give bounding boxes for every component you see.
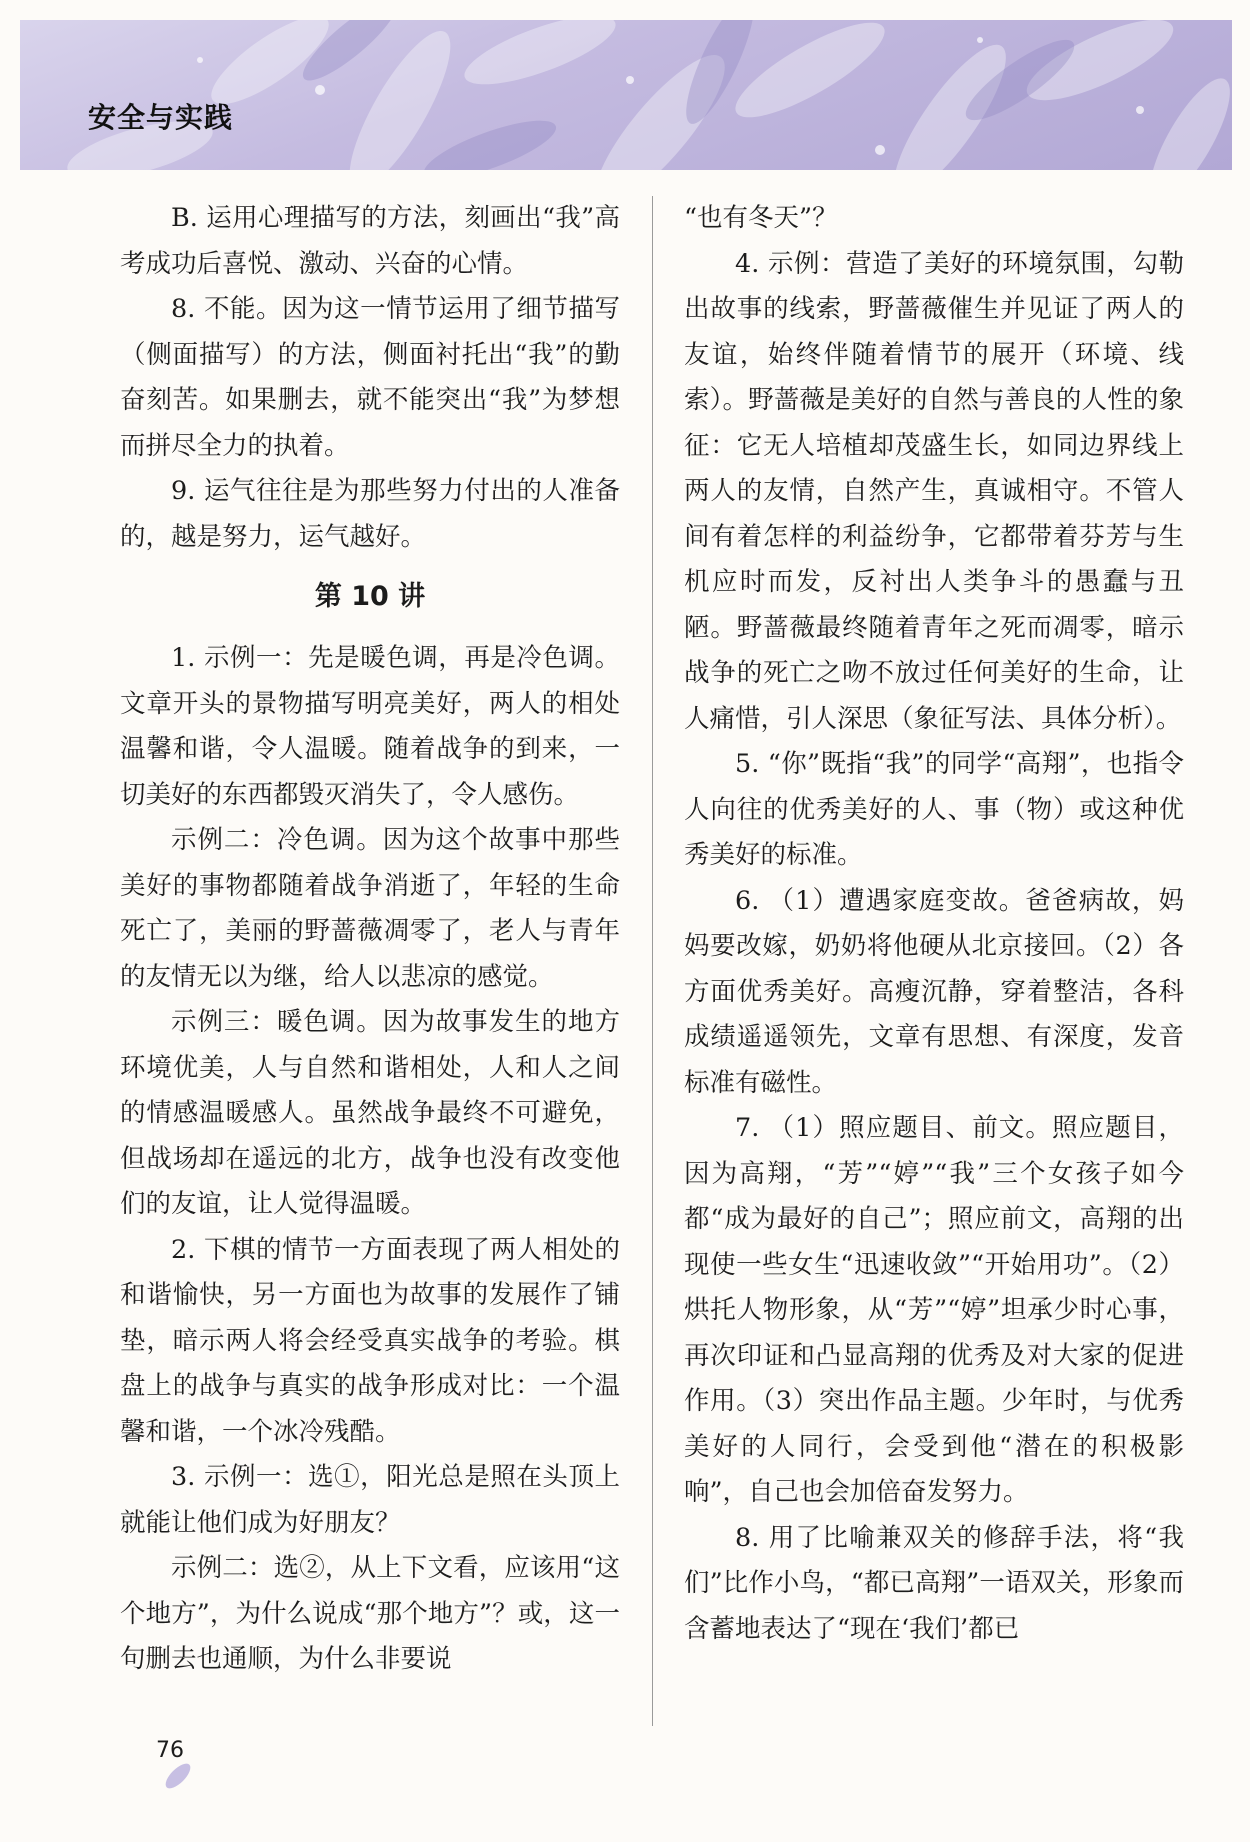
section-header-title: 安全与实践	[88, 101, 234, 134]
corner-leaf-icon	[158, 1756, 198, 1796]
paragraph: 8. 用了比喻兼双关的修辞手法，将“我们”比作小鸟，“都已高翔”一语双关，形象而含蓄地表达了“现在‘我们’都已	[684, 1522, 1184, 1644]
column-divider	[652, 196, 653, 1726]
paragraph: B. 运用心理描写的方法，刻画出“我”高考成功后喜悦、激动、兴奋的心情。	[120, 203, 620, 279]
paragraph: 3. 示例一：选①，阳光总是照在头顶上就能让他们成为好朋友？	[120, 1462, 620, 1538]
header-banner	[20, 20, 1232, 170]
paragraph: 9. 运气往往是为那些努力付出的人准备的，越是努力，运气越好。	[120, 476, 620, 552]
paragraph: 示例二：冷色调。因为这个故事中那些美好的事物都随着战争消逝了，年轻的生命死亡了，美丽的野蔷薇凋零了，老人与青年的友情无以为继，给人以悲凉的感觉。	[120, 825, 620, 992]
paragraph: 示例三：暖色调。因为故事发生的地方环境优美，人与自然和谐相处，人和人之间的情感温暖感人。虽然战争最终不可避免，但战场却在遥远的北方，战争也没有改变他们的友谊，让人觉得温暖。	[120, 1007, 620, 1219]
page-number: 76	[156, 1738, 184, 1763]
paragraph: 8. 不能。因为这一情节运用了细节描写（侧面描写）的方法，侧面衬托出“我”的勤奋刻苦。如果删去，就不能突出“我”为梦想而拼尽全力的执着。	[120, 294, 620, 461]
right-column	[684, 196, 1184, 1652]
paragraph: 7. （1）照应题目、前文。照应题目，因为高翔，“芳”“婷”“我”三个女孩子如今都“成为最好的自己”；照应前文，高翔的出现使一些女生“迅速收敛”“开始用功”。（2）烘托人物形象，从“芳”“婷”坦承少时心事，再次印证和凸显高翔的优秀及对大家的促进作用。（3）突出作品主题。少年时，与优秀美好的人同行，会受到他“潜在的积极影响”，自己也会加倍奋发努力。	[684, 1113, 1184, 1507]
paragraph-continuation: “也有冬天”？	[684, 203, 838, 233]
paragraph: 5. “你”既指“我”的同学“高翔”，也指令人向往的优秀美好的人、事（物）或这种优秀美好的标准。	[684, 749, 1184, 870]
paragraph: 4. 示例：营造了美好的环境氛围，勾勒出故事的线索，野蔷薇催生并见证了两人的友谊，始终伴随着情节的展开（环境、线索）。野蔷薇是美好的自然与善良的人性的象征：它无人培植却茂盛生长，如同边界线上两人的友情，自然产生，真诚相守。不管人间有着怎样的利益纷争，它都带着芬芳与生机应时而发，反衬出人类争斗的愚蠢与丑陋。野蔷薇最终随着青年之死而凋零，暗示战争的死亡之吻不放过任何美好的生命，让人痛惜，引人深思（象征写法、具体分析）。	[684, 248, 1184, 734]
paragraph: 6. （1）遭遇家庭变故。爸爸病故，妈妈要改嫁，奶奶将他硬从北京接回。（2）各方面优秀美好。高瘦沉静，穿着整洁，各科成绩遥遥领先，文章有思想、有深度，发音标准有磁性。	[684, 885, 1184, 1098]
lesson-heading: 第 10 讲	[314, 581, 426, 612]
paragraph: 1. 示例一：先是暖色调，再是冷色调。文章开头的景物描写明亮美好，两人的相处温馨和谐，令人温暖。随着战争的到来，一切美好的东西都毁灭消失了，令人感伤。	[120, 643, 620, 810]
leaf-pattern-decoration	[20, 20, 1232, 170]
paragraph: 2. 下棋的情节一方面表现了两人相处的和谐愉快，另一方面也为故事的发展作了铺垫，暗示两人将会经受真实战争的考验。棋盘上的战争与真实的战争形成对比：一个温馨和谐，一个冰冷残酷。	[120, 1234, 620, 1447]
paragraph: 示例二：选②，从上下文看，应该用“这个地方”，为什么说成“那个地方”？或，这一句删去也通顺，为什么非要说	[120, 1553, 620, 1674]
left-column	[120, 196, 620, 1683]
